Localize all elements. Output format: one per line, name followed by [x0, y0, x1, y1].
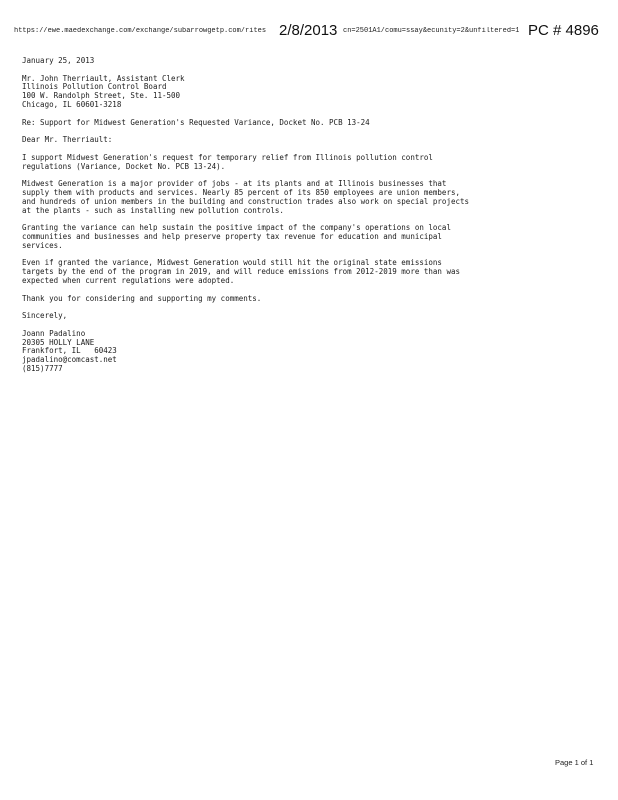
paragraph-4: Even if granted the variance, Midwest Generation would still hit the original state emissions targets by the end of the program in 2019, and will reduce emissions from 2012-2019 more than was expected when current regulations were adopted. — [22, 258, 460, 285]
recipient-address: Mr. John Therriault, Assistant Clerk Illinois Pollution Control Board 100 W. Randolph Street, Ste. 11-500 Chicago, IL 60601-3218 — [22, 73, 185, 109]
letter-body — [22, 57, 602, 374]
header-pc-number: PC # 4896 — [528, 22, 599, 39]
signoff: Sincerely, — [22, 311, 68, 321]
letter-date: January 25, 2013 — [22, 56, 95, 65]
paragraph-3: Granting the variance can help sustain the positive impact of the company's operations on local communities and businesses and help preserve property tax revenue for education and municipal services. — [22, 223, 451, 250]
salutation: Dear Mr. Therriault: — [22, 135, 113, 145]
closing-thanks: Thank you for considering and supporting my comments. — [22, 293, 262, 303]
header-url-right: cn=2501A1/comu=ssay&ecunity=2&unfiltered=1 — [343, 27, 519, 35]
header-url-left: https://ewe.maedexchange.com/exchange/subarrowgetp.com/rites — [14, 27, 267, 35]
page-number: Page 1 of 1 — [555, 758, 594, 767]
paragraph-2: Midwest Generation is a major provider of jobs - at its plants and at Illinois businesses that supply them with products and services. Nearly 85 percent of its 850 employees are union members, and hundreds of union members in the building and construction trades also work on special projects at the plants - such as installing new pollution controls. — [22, 179, 470, 215]
subject-line: Re: Support for Midwest Generation's Requested Variance, Docket No. PCB 13-24 — [22, 117, 370, 127]
paragraph-1: I support Midwest Generation's request for temporary relief from Illinois pollution control regulations (Variance, Docket No. PCB 13-24). — [22, 152, 433, 171]
signature-block: Joann Padalino 20305 HOLLY LANE Frankfort, IL 60423 jpadalino@comcast.net (815)7777 — [22, 328, 117, 373]
header-date: 2/8/2013 — [279, 22, 338, 39]
print-header — [0, 0, 618, 40]
